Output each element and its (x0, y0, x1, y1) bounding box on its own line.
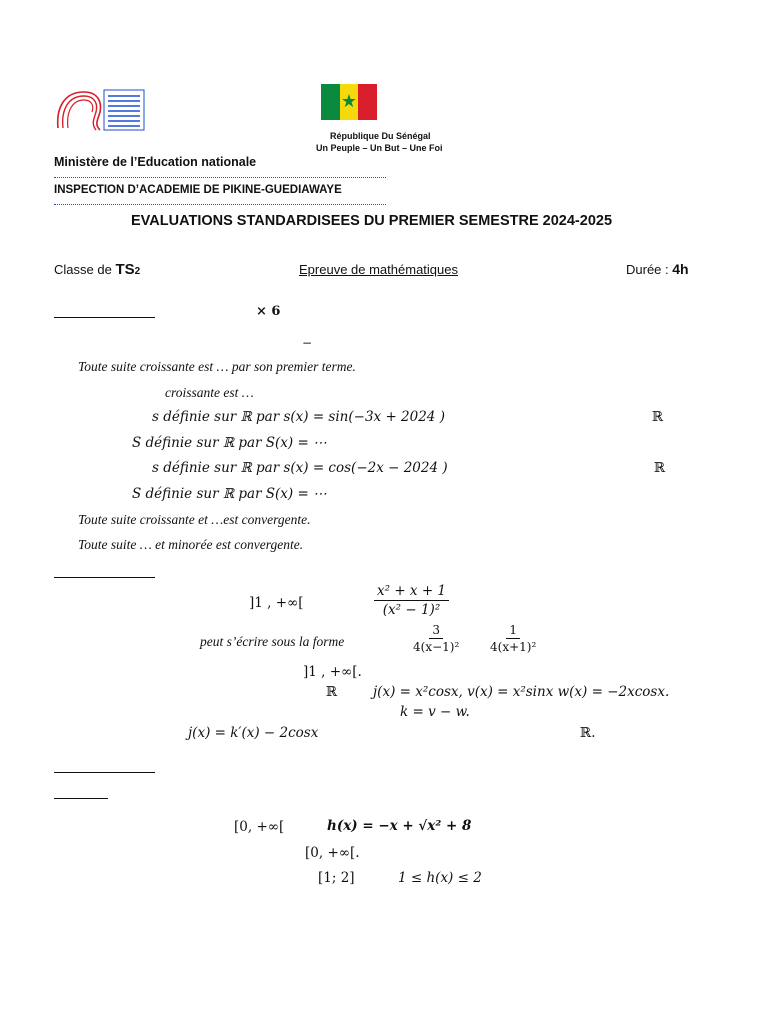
senegal-flag-icon: ★ (321, 84, 377, 120)
divider-bottom (54, 204, 386, 205)
ex2-frac-num: x² + x + 1 (374, 583, 449, 601)
divider-top (54, 177, 386, 178)
exercise2-heading-line (54, 577, 155, 578)
ex2-frac2 (487, 623, 539, 654)
ex2-interval2: ]1 , +∞[. (303, 664, 362, 680)
ex3-interval3: [1; 2] (318, 870, 355, 886)
ex2-r: ℝ (326, 684, 338, 700)
ex2-frac1 (410, 623, 462, 654)
ex2-fraction (374, 583, 449, 618)
class-info (54, 261, 140, 278)
ministry-logo-icon (54, 88, 146, 132)
exercise1-dash: − (302, 336, 313, 350)
ex2-functions: j(x) = x²cosx, v(x) = x²sinx w(x) = −2xcosx. (373, 684, 670, 700)
exercise3-subheading-line (54, 798, 108, 799)
ex2-k-def: k = v − w. (400, 704, 470, 720)
class-value: TS (115, 261, 135, 278)
q3: s définie sur ℝ par s(x) = sin(−3x + 2024 ) (152, 409, 445, 425)
ex2-frac1-den: 4(x−1)² (413, 640, 460, 654)
q1: Toute suite croissante est … par son premier terme. (78, 359, 356, 374)
q8: Toute suite … et minorée est convergente. (78, 537, 304, 552)
q3-r: ℝ (652, 409, 664, 425)
ex2-form-text: peut s’écrire sous la forme (200, 634, 345, 649)
ex2-frac2-den: 4(x+1)² (490, 640, 537, 654)
ministry-name: Ministère de l’Education nationale (54, 155, 257, 169)
ex3-ineq: 1 ≤ h(x) ≤ 2 (398, 870, 482, 886)
q5: s définie sur ℝ par s(x) = cos(−2x − 2024 ) (152, 460, 448, 476)
ex2-frac-den: (x² − 1)² (382, 602, 441, 618)
q7: Toute suite croissante et …est convergente. (78, 512, 311, 527)
class-label: Classe de (54, 262, 112, 277)
ex2-interval: ]1 , +∞[ (249, 595, 304, 611)
q5-r: ℝ (654, 460, 666, 476)
page-title: EVALUATIONS STANDARDISEES DU PREMIER SEMESTRE 2024-2025 (131, 213, 613, 229)
subject: Epreuve de mathématiques (299, 262, 458, 277)
ex2-j-eq: j(x) = k′(x) − 2cosx (188, 725, 319, 741)
ex3-interval2: [0, +∞[. (305, 845, 360, 861)
duration (626, 261, 689, 277)
country-motto: Un Peuple – Un But – Une Foi (316, 143, 443, 153)
q2: croissante est … (165, 385, 254, 400)
exercise1-heading-line (54, 317, 155, 318)
exercise1-times: × 6 (256, 304, 281, 319)
ex2-frac1-num: 3 (429, 623, 443, 639)
country-name: République Du Sénégal (330, 131, 431, 141)
inspection-name: INSPECTION D’ACADEMIE DE PIKINE-GUEDIAWAYE (54, 184, 342, 196)
ex3-h-def: h(x) = −x + √x² + 8 (327, 818, 472, 834)
class-sub: 2 (134, 266, 141, 277)
exercise3-heading-line (54, 772, 155, 773)
ex2-r2: ℝ. (580, 725, 596, 741)
ex3-interval: [0, +∞[ (234, 819, 285, 835)
ex2-frac2-num: 1 (506, 623, 520, 639)
q6: S définie sur ℝ par S(x) = ⋯ (132, 486, 327, 502)
duration-value: 4h (672, 261, 689, 277)
q4: S définie sur ℝ par S(x) = ⋯ (132, 435, 327, 451)
duration-label: Durée : (626, 262, 669, 277)
